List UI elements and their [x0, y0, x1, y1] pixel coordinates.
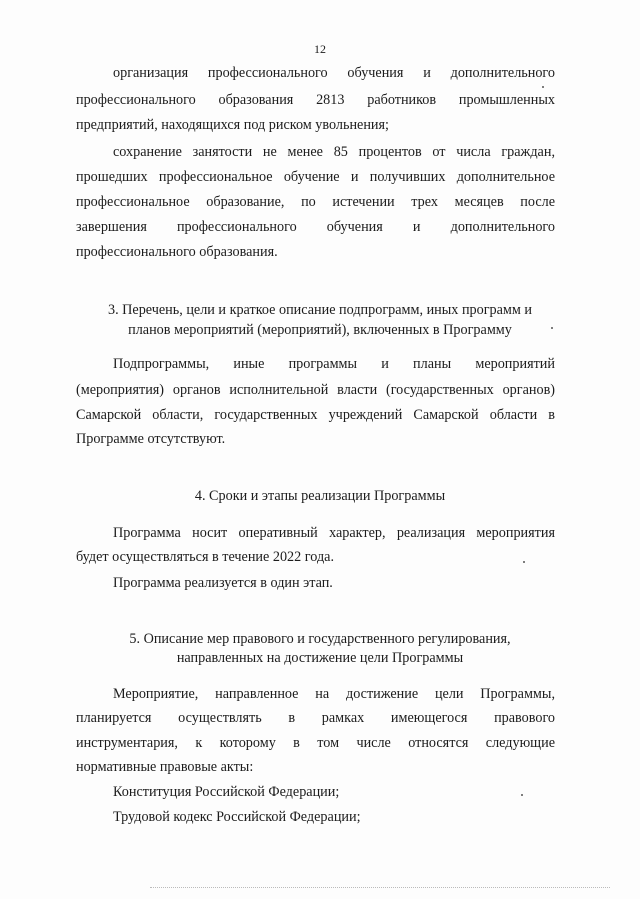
page-number: 12	[314, 42, 326, 56]
paragraph-3-line-3: Самарской области, государственных учреждений Самарской области в	[76, 407, 555, 423]
section-3-heading-line-1: 3. Перечень, цели и краткое описание подпрограмм, иных программ и	[107, 302, 533, 318]
paragraph-2-line-3: профессиональное образование, по истечении трех месяцев после	[76, 194, 555, 210]
paragraph-3-line-4: Программе отсутствуют.	[76, 431, 226, 447]
scan-speck	[521, 794, 523, 796]
paragraph-3-line-1: Подпрограммы, иные программы и планы мероприятий	[113, 356, 555, 372]
paragraph-4-line-1: Программа носит оперативный характер, реализация мероприятия	[113, 525, 555, 541]
paragraph-6-line-1: Мероприятие, направленное на достижение цели Программы,	[113, 686, 555, 702]
paragraph-2-line-1: сохранение занятости не менее 85 процентов от числа граждан,	[113, 144, 555, 160]
paragraph-6-line-3: инструментария, к которому в том числе относятся следующие	[76, 735, 555, 751]
paragraph-6-line-4: нормативные правовые акты:	[76, 759, 254, 775]
paragraph-1-line-1: организация профессионального обучения и дополнительного	[113, 65, 555, 81]
paragraph-3-line-2: (мероприятия) органов исполнительной власти (государственных органов)	[76, 382, 555, 398]
section-3-heading-line-2: планов мероприятий (мероприятий), включенных в Программу	[128, 322, 512, 338]
section-5-heading-line-2: направленных на достижение цели Программы	[176, 650, 464, 666]
section-4-heading: 4. Сроки и этапы реализации Программы	[194, 488, 446, 504]
paragraph-2-line-2: прошедших профессиональное обучение и получивших дополнительное	[76, 169, 555, 185]
paragraph-7: Конституция Российской Федерации;	[113, 784, 340, 800]
paragraph-8: Трудовой кодекс Российской Федерации;	[113, 809, 361, 825]
scan-speck	[523, 561, 525, 563]
paragraph-1-line-3: предприятий, находящихся под риском увольнения;	[76, 117, 389, 133]
paragraph-1-line-2: профессионального образования 2813 работников промышленных	[76, 92, 555, 108]
scan-edge-line	[150, 887, 610, 889]
scan-speck	[551, 327, 553, 329]
paragraph-5: Программа реализуется в один этап.	[113, 575, 333, 591]
paragraph-2-line-4: завершения профессионального обучения и дополнительного	[76, 219, 555, 235]
scan-speck	[542, 86, 544, 88]
section-5-heading-line-1: 5. Описание мер правового и государственного регулирования,	[129, 631, 511, 647]
paragraph-2-line-5: профессионального образования.	[76, 244, 278, 260]
paragraph-4-line-2: будет осуществляться в течение 2022 года.	[76, 549, 335, 565]
paragraph-6-line-2: планируется осуществлять в рамках имеющегося правового	[76, 710, 555, 726]
